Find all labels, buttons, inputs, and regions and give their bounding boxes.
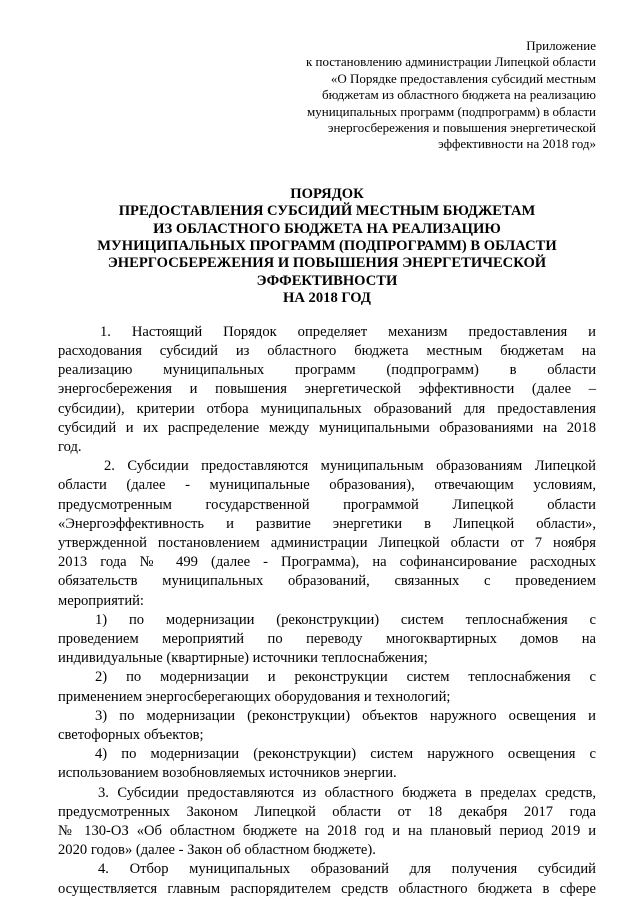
text-line: применением энергосберегающих оборудования и технологий;	[58, 688, 451, 705]
text-line: индивидуальные (квартирные) источники теплоснабжения;	[58, 650, 428, 667]
paragraph-4	[58, 860, 596, 898]
text-line: светофорных объектов;	[58, 726, 204, 743]
text-line: расходования субсидий из областного бюджета местным бюджетам на	[58, 342, 596, 359]
text-line: 2013 года № 499 (далее - Программа), на софинансирование расходных	[58, 554, 596, 571]
text-line: 1. Настоящий Порядок определяет механизм предоставления и	[100, 323, 596, 340]
text-line: осуществляется главным распорядителем средств областного бюджета в сфере	[58, 880, 596, 897]
text-line: год.	[58, 438, 82, 455]
paragraph-1	[58, 323, 596, 457]
title-line: ЭФФЕКТИВНОСТИ	[256, 272, 398, 289]
appendix-line: муниципальных программ (подпрограмм) в области	[307, 103, 596, 119]
document-body	[58, 323, 596, 899]
list-item-2	[58, 668, 596, 706]
text-line: № 130-ОЗ «Об областном бюджете на 2018 год и на плановый период 2019 и	[58, 822, 596, 839]
text-line: предусмотренных Законом Липецкой области от 18 декабря 2017 года	[58, 803, 596, 820]
appendix-line: Приложение	[526, 38, 596, 53]
text-line: реализацию муниципальных программ (подпрограмм) в области	[58, 362, 596, 379]
title-line: МУНИЦИПАЛЬНЫХ ПРОГРАММ (ПОДПРОГРАММ) В ОБЛАСТИ	[97, 238, 557, 255]
text-line: субсидий и их распределение между муниципальными образованиями на 2018	[58, 419, 596, 436]
title-line: ПРЕДОСТАВЛЕНИЯ СУБСИДИЙ МЕСТНЫМ БЮДЖЕТАМ	[118, 203, 536, 220]
appendix-line: «О Порядке предоставления субсидий местным	[330, 70, 596, 86]
text-line: 2) по модернизации и реконструкции систем теплоснабжения с	[95, 669, 596, 686]
paragraph-2	[58, 457, 596, 611]
list-item-3	[58, 707, 596, 745]
text-line: проведением мероприятий по переводу многоквартирных домов на	[58, 630, 596, 647]
text-line: 2020 годов» (далее - Закон об областном бюджете).	[58, 842, 376, 859]
title-line: ПОРЯДОК	[290, 185, 364, 202]
list-item-1	[58, 611, 596, 669]
paragraph-3	[58, 784, 596, 861]
text-line: утвержденной постановлением администрации Липецкой области от 7 ноября	[58, 534, 596, 551]
text-line: субсидии), критерии отбора муниципальных образований для предоставления	[58, 400, 596, 417]
title-line: ИЗ ОБЛАСТНОГО БЮДЖЕТА НА РЕАЛИЗАЦИЮ	[153, 220, 501, 237]
list-item-4	[58, 745, 596, 783]
appendix-line: эффективности на 2018 год»	[438, 136, 596, 152]
text-line: 4) по модернизации (реконструкции) систем наружного освещения с	[95, 746, 596, 763]
document-title	[58, 186, 596, 308]
appendix-line: к постановлению администрации Липецкой области	[305, 54, 596, 70]
text-line: 3. Субсидии предоставляются из областного бюджета в пределах средств,	[98, 784, 596, 801]
text-line: использованием возобновляемых источников энергии.	[58, 765, 397, 782]
text-line: мероприятий:	[58, 592, 144, 609]
text-line: 1) по модернизации (реконструкции) систем теплоснабжения с	[95, 611, 596, 628]
title-line: НА 2018 ГОД	[283, 290, 371, 307]
title-line: ЭНЕРГОСБЕРЕЖЕНИЯ И ПОВЫШЕНИЯ ЭНЕРГЕТИЧЕСКОЙ	[107, 255, 547, 272]
text-line: «Энергоэффективность и развитие энергетики в Липецкой области»,	[58, 515, 596, 532]
text-line: 4. Отбор муниципальных образований для получения субсидий	[98, 861, 596, 878]
text-line: области (далее - муниципальные образования), отвечающим условиям,	[58, 477, 596, 494]
text-line: 3) по модернизации (реконструкции) объектов наружного освещения и	[95, 707, 596, 724]
text-line: 2. Субсидии предоставляются муниципальным образованиям Липецкой	[104, 458, 596, 475]
text-line: энергосбережения и повышения энергетической эффективности (далее –	[58, 381, 596, 398]
text-line: предусмотренным государственной программой Липецкой области	[58, 496, 596, 513]
appendix-line: энергосбережения и повышения энергетической	[327, 120, 596, 136]
appendix-line: бюджетам из областного бюджета на реализацию	[322, 87, 596, 103]
text-line: обязательств муниципальных образований, связанных с проведением	[58, 573, 596, 590]
appendix-header	[58, 38, 596, 153]
